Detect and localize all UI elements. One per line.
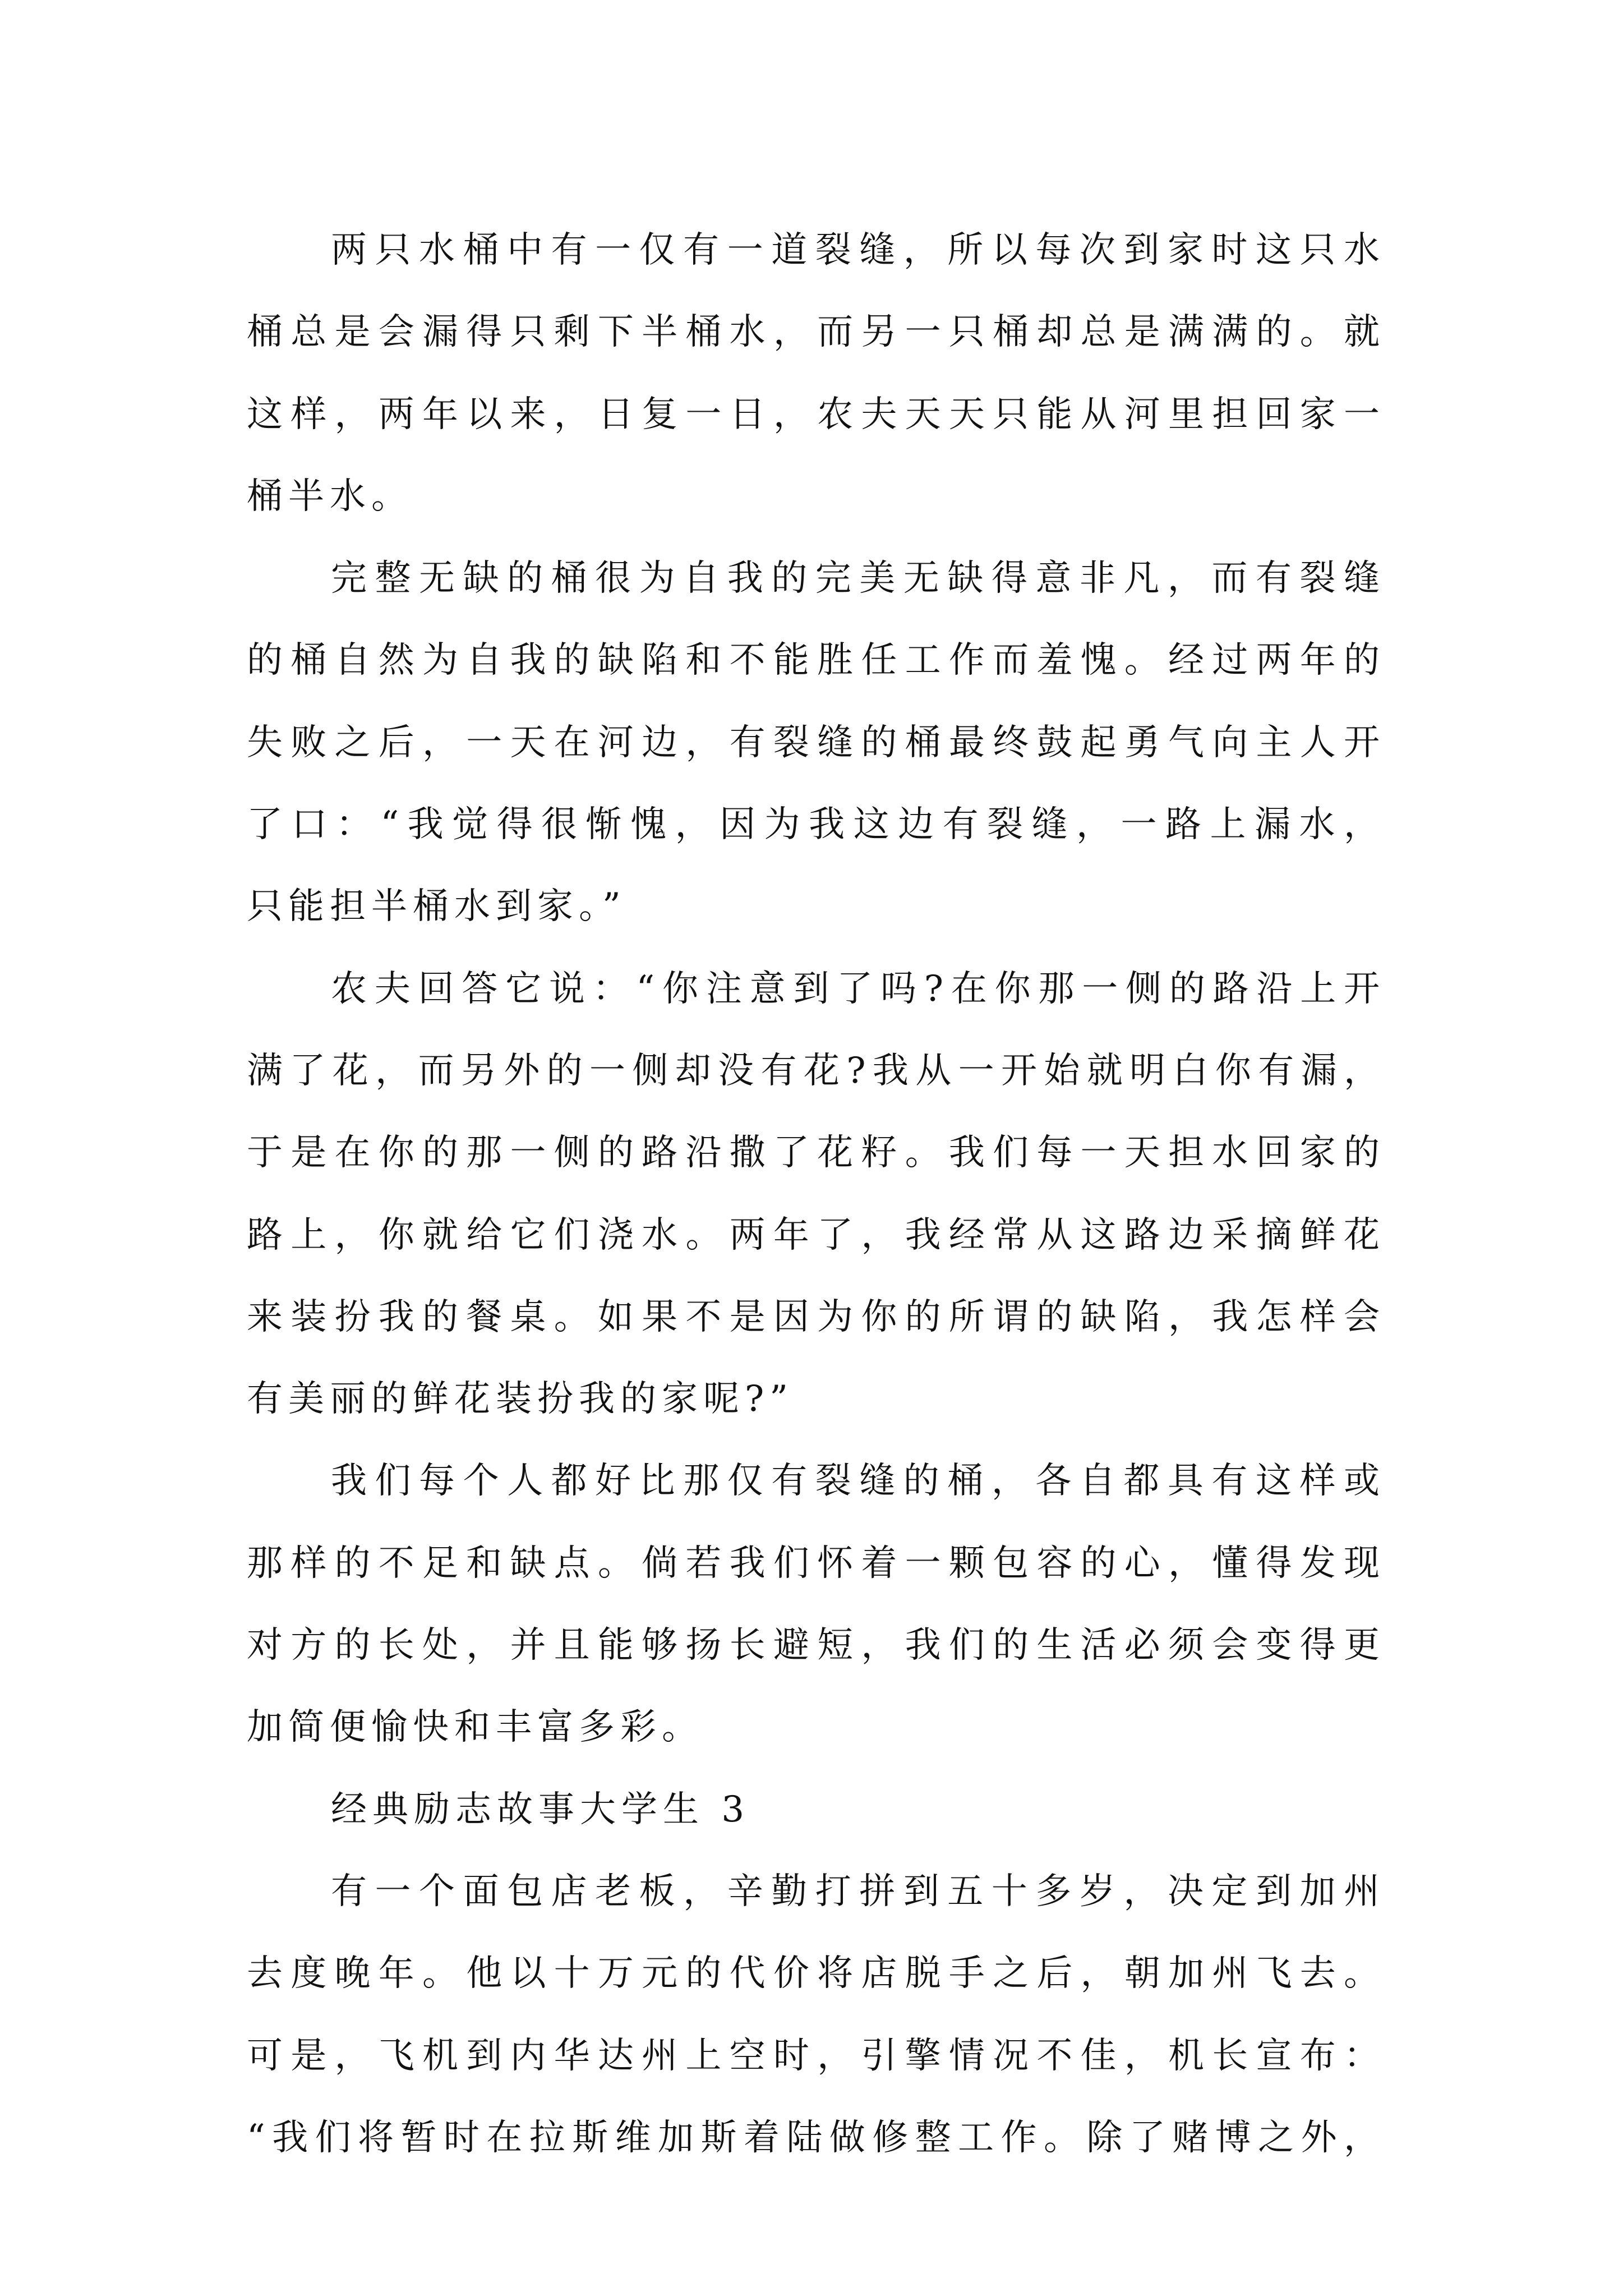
text-line: 对方的长处，并且能够扬长避短，我们的生活必须会变得更 — [247, 1625, 1385, 1667]
text-line: 去度晚年。他以十万元的代价将店脱手之后，朝加州飞去。 — [247, 1953, 1385, 1995]
text-line: 于是在你的那一侧的路沿撒了花籽。我们每一天担水回家的 — [247, 1132, 1385, 1174]
text-line: 完整无缺的桶很为自我的完美无缺得意非凡，而有裂缝 — [331, 558, 1385, 600]
body-text — [247, 209, 1385, 2179]
text-line: 那样的不足和缺点。倘若我们怀着一颗包容的心，懂得发现 — [247, 1542, 1385, 1584]
text-line: 的桶自然为自我的缺陷和不能胜任工作而羞愧。经过两年的 — [247, 639, 1385, 682]
text-line: 桶总是会漏得只剩下半桶水，而另一只桶却总是满满的。就 — [247, 311, 1385, 353]
text-line: 桶半水。 — [247, 475, 413, 517]
text-line: 只能担半桶水到家。” — [247, 886, 626, 928]
text-line: “我们将暂时在拉斯维加斯着陆做修整工作。除了赌博之外， — [247, 2116, 1385, 2159]
text-line: 加简便愉快和丰富多彩。 — [247, 1706, 703, 1749]
text-line: 农夫回答它说：“你注意到了吗?在你那一侧的路沿上开 — [331, 968, 1385, 1010]
text-line: 这样，两年以来，日复一日，农夫天天只能从河里担回家一 — [247, 393, 1385, 435]
text-line: 经典励志故事大学生 3 — [331, 1788, 750, 1830]
text-line: 来装扮我的餐桌。如果不是因为你的所谓的缺陷，我怎样会 — [247, 1296, 1385, 1338]
text-line: 失败之后，一天在河边，有裂缝的桶最终鼓起勇气向主人开 — [247, 721, 1385, 763]
text-line: 有一个面包店老板，辛勤打拼到五十多岁，决定到加州 — [331, 1870, 1385, 1912]
text-line: 了口：“我觉得很惭愧，因为我这边有裂缝，一路上漏水， — [247, 804, 1385, 846]
text-line: 满了花，而另外的一侧却没有花?我从一开始就明白你有漏， — [247, 1050, 1385, 1092]
text-line: 有美丽的鲜花装扮我的家呢?” — [247, 1378, 794, 1420]
text-line: 可是，飞机到内华达州上空时，引擎情况不佳，机长宣布： — [247, 2035, 1385, 2077]
text-line: 我们每个人都好比那仅有裂缝的桶，各自都具有这样或 — [331, 1460, 1385, 1502]
text-line: 路上，你就给它们浇水。两年了，我经常从这路边采摘鲜花 — [247, 1214, 1385, 1256]
text-line: 两只水桶中有一仅有一道裂缝，所以每次到家时这只水 — [331, 229, 1385, 271]
